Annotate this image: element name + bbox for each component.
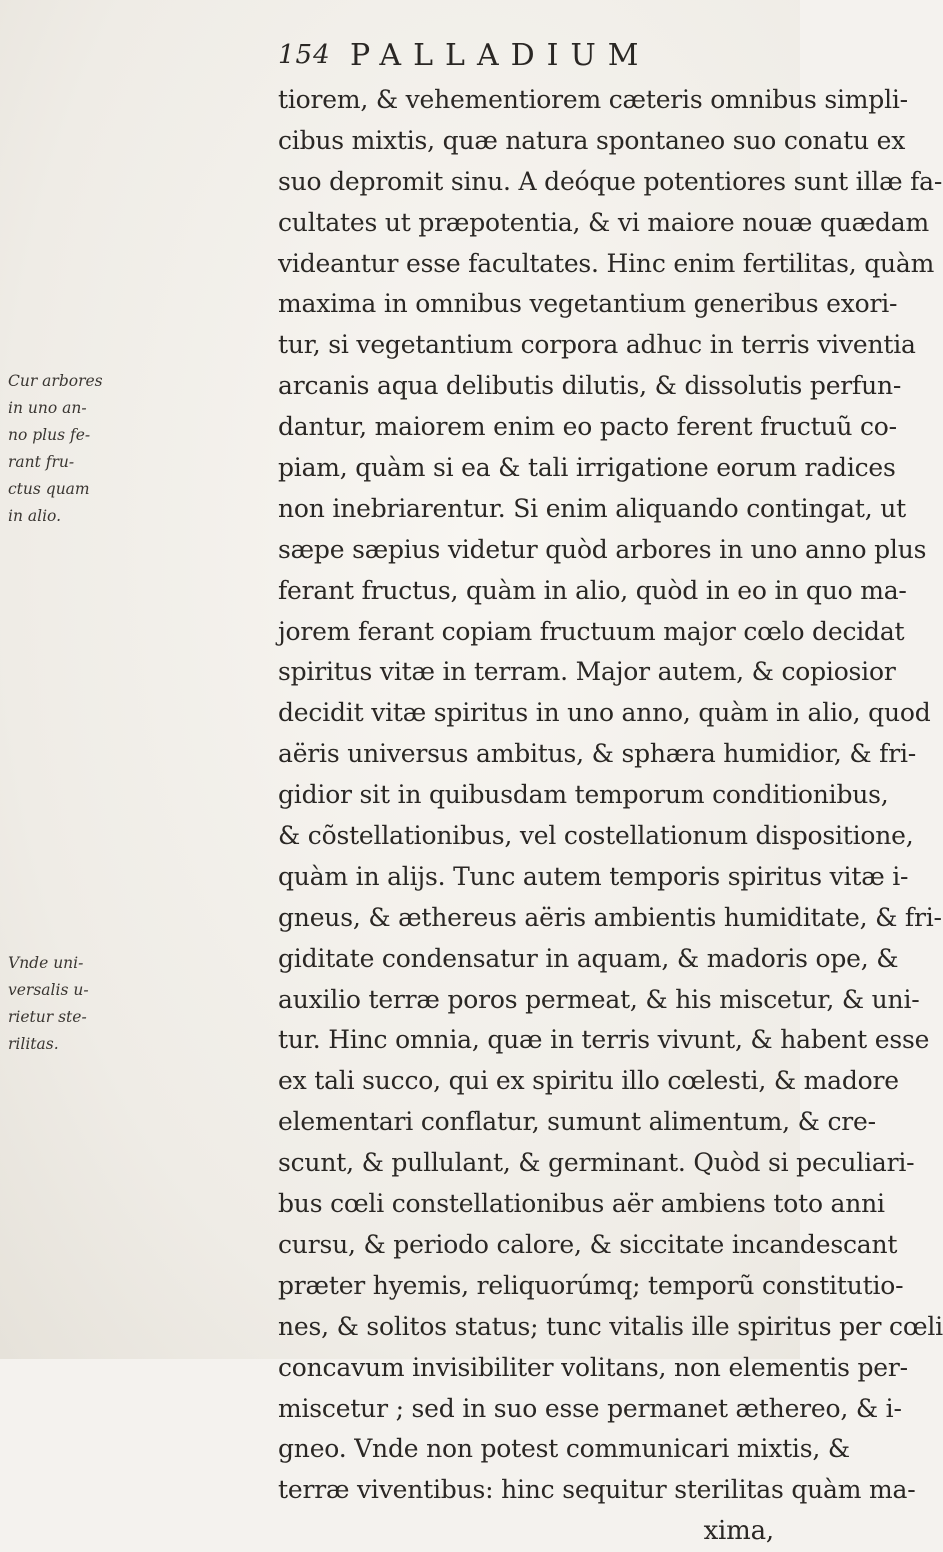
text-line: terræ viventibus: hinc sequitur sterilitas quàm ma- [278, 1475, 916, 1505]
text-line: sæpe sæpius videtur quòd arbores in uno anno plus [278, 534, 927, 564]
text-line: spiritus vitæ in terram. Major autem, & copiosior [278, 657, 896, 687]
margin-note-line: rilitas. [8, 1035, 59, 1053]
text-line: gneo. Vnde non potest communicari mixtis, & [278, 1434, 850, 1464]
text-line: tur. Hinc omnia, quæ in terris vivunt, & habent esse [278, 1025, 930, 1055]
text-line: cibus mixtis, quæ natura spontaneo suo conatu ex [278, 125, 906, 155]
text-line: maxima in omnibus vegetantium generibus exori- [278, 289, 898, 319]
text-line: piam, quàm si ea & tali irrigatione eorum radices [278, 453, 896, 483]
margin-note-line: no plus fe- [8, 426, 91, 444]
text-line: auxilio terræ poros permeat, & his miscetur, & uni- [278, 984, 920, 1014]
text-line: videantur esse facultates. Hinc enim fertilitas, quàm [278, 248, 935, 278]
text-line: tur, si vegetantium corpora adhuc in terris viventia [278, 330, 916, 360]
text-line: ferant fructus, quàm in alio, quòd in eo in quo ma- [278, 575, 907, 605]
text-line: tiorem, & vehementiorem cæteris omnibus simpli- [278, 85, 908, 114]
text-line: jorem ferant copiam fructuum major cœlo decidat [278, 616, 905, 646]
margin-note-line: rietur ste- [8, 1008, 87, 1026]
margin-note-line: Vnde uni- [8, 954, 84, 972]
text-line: aëris universus ambitus, & sphæra humidior, & fri- [278, 739, 917, 769]
margin-note [8, 950, 116, 1058]
text-line: præter hyemis, reliquorúmq; temporũ constitutio- [278, 1270, 904, 1300]
margin-note-line: rant fru- [8, 453, 75, 471]
margin-note-line: Cur arbores [8, 372, 103, 390]
text-line: concavum invisibiliter volitans, non elementis per- [278, 1352, 908, 1382]
text-line: elementari conflatur, sumunt alimentum, & cre- [278, 1107, 876, 1137]
text-line: gidior sit in quibusdam temporum conditionibus, [278, 780, 889, 810]
text-line: bus cœli constellationibus aër ambiens toto anni [278, 1189, 885, 1219]
margin-note-line: in alio. [8, 507, 62, 525]
page-header [278, 38, 778, 74]
text-line: gneus, & æthereus aëris ambientis humiditate, & fri- [278, 902, 942, 932]
text-line: dantur, maiorem enim eo pacto ferent fructuũ co- [278, 412, 897, 442]
text-line: suo depromit sinu. A deóque potentiores sunt illæ fa- [278, 166, 943, 196]
margin-note-line: ctus quam [8, 480, 90, 498]
text-line: quàm in alijs. Tunc autem temporis spiritus vitæ i- [278, 861, 909, 891]
text-line: nes, & solitos status; tunc vitalis ille spiritus per cœli [278, 1311, 943, 1341]
text-line: & cõstellationibus, vel costellationum dispositione, [278, 821, 914, 851]
page-number: 154 [278, 40, 331, 70]
body-text [278, 80, 943, 1552]
margin-note [8, 368, 116, 530]
text-line: decidit vitæ spiritus in uno anno, quàm in alio, quod [278, 698, 931, 728]
margin-note-line: versalis u- [8, 981, 89, 999]
catchword: xima, [703, 1516, 774, 1547]
text-line: scunt, & pullulant, & germinant. Quòd si peculiari- [278, 1148, 915, 1178]
text-line: arcanis aqua delibutis dilutis, & dissolutis perfun- [278, 371, 902, 401]
margin-note-line: in uno an- [8, 399, 87, 417]
text-line: ex tali succo, qui ex spiritu illo cœlesti, & madore [278, 1066, 899, 1096]
text-line: non inebriarentur. Si enim aliquando contingat, ut [278, 493, 906, 523]
text-line: cursu, & periodo calore, & siccitate incandescant [278, 1229, 898, 1259]
text-line: cultates ut præpotentia, & vi maiore nouæ quædam [278, 207, 929, 237]
text-line: giditate condensatur in aquam, & madoris ope, & [278, 943, 899, 973]
text-line: miscetur ; sed in suo esse permanet æthereo, & i- [278, 1393, 902, 1423]
running-head: PALLADIUM [350, 38, 651, 73]
